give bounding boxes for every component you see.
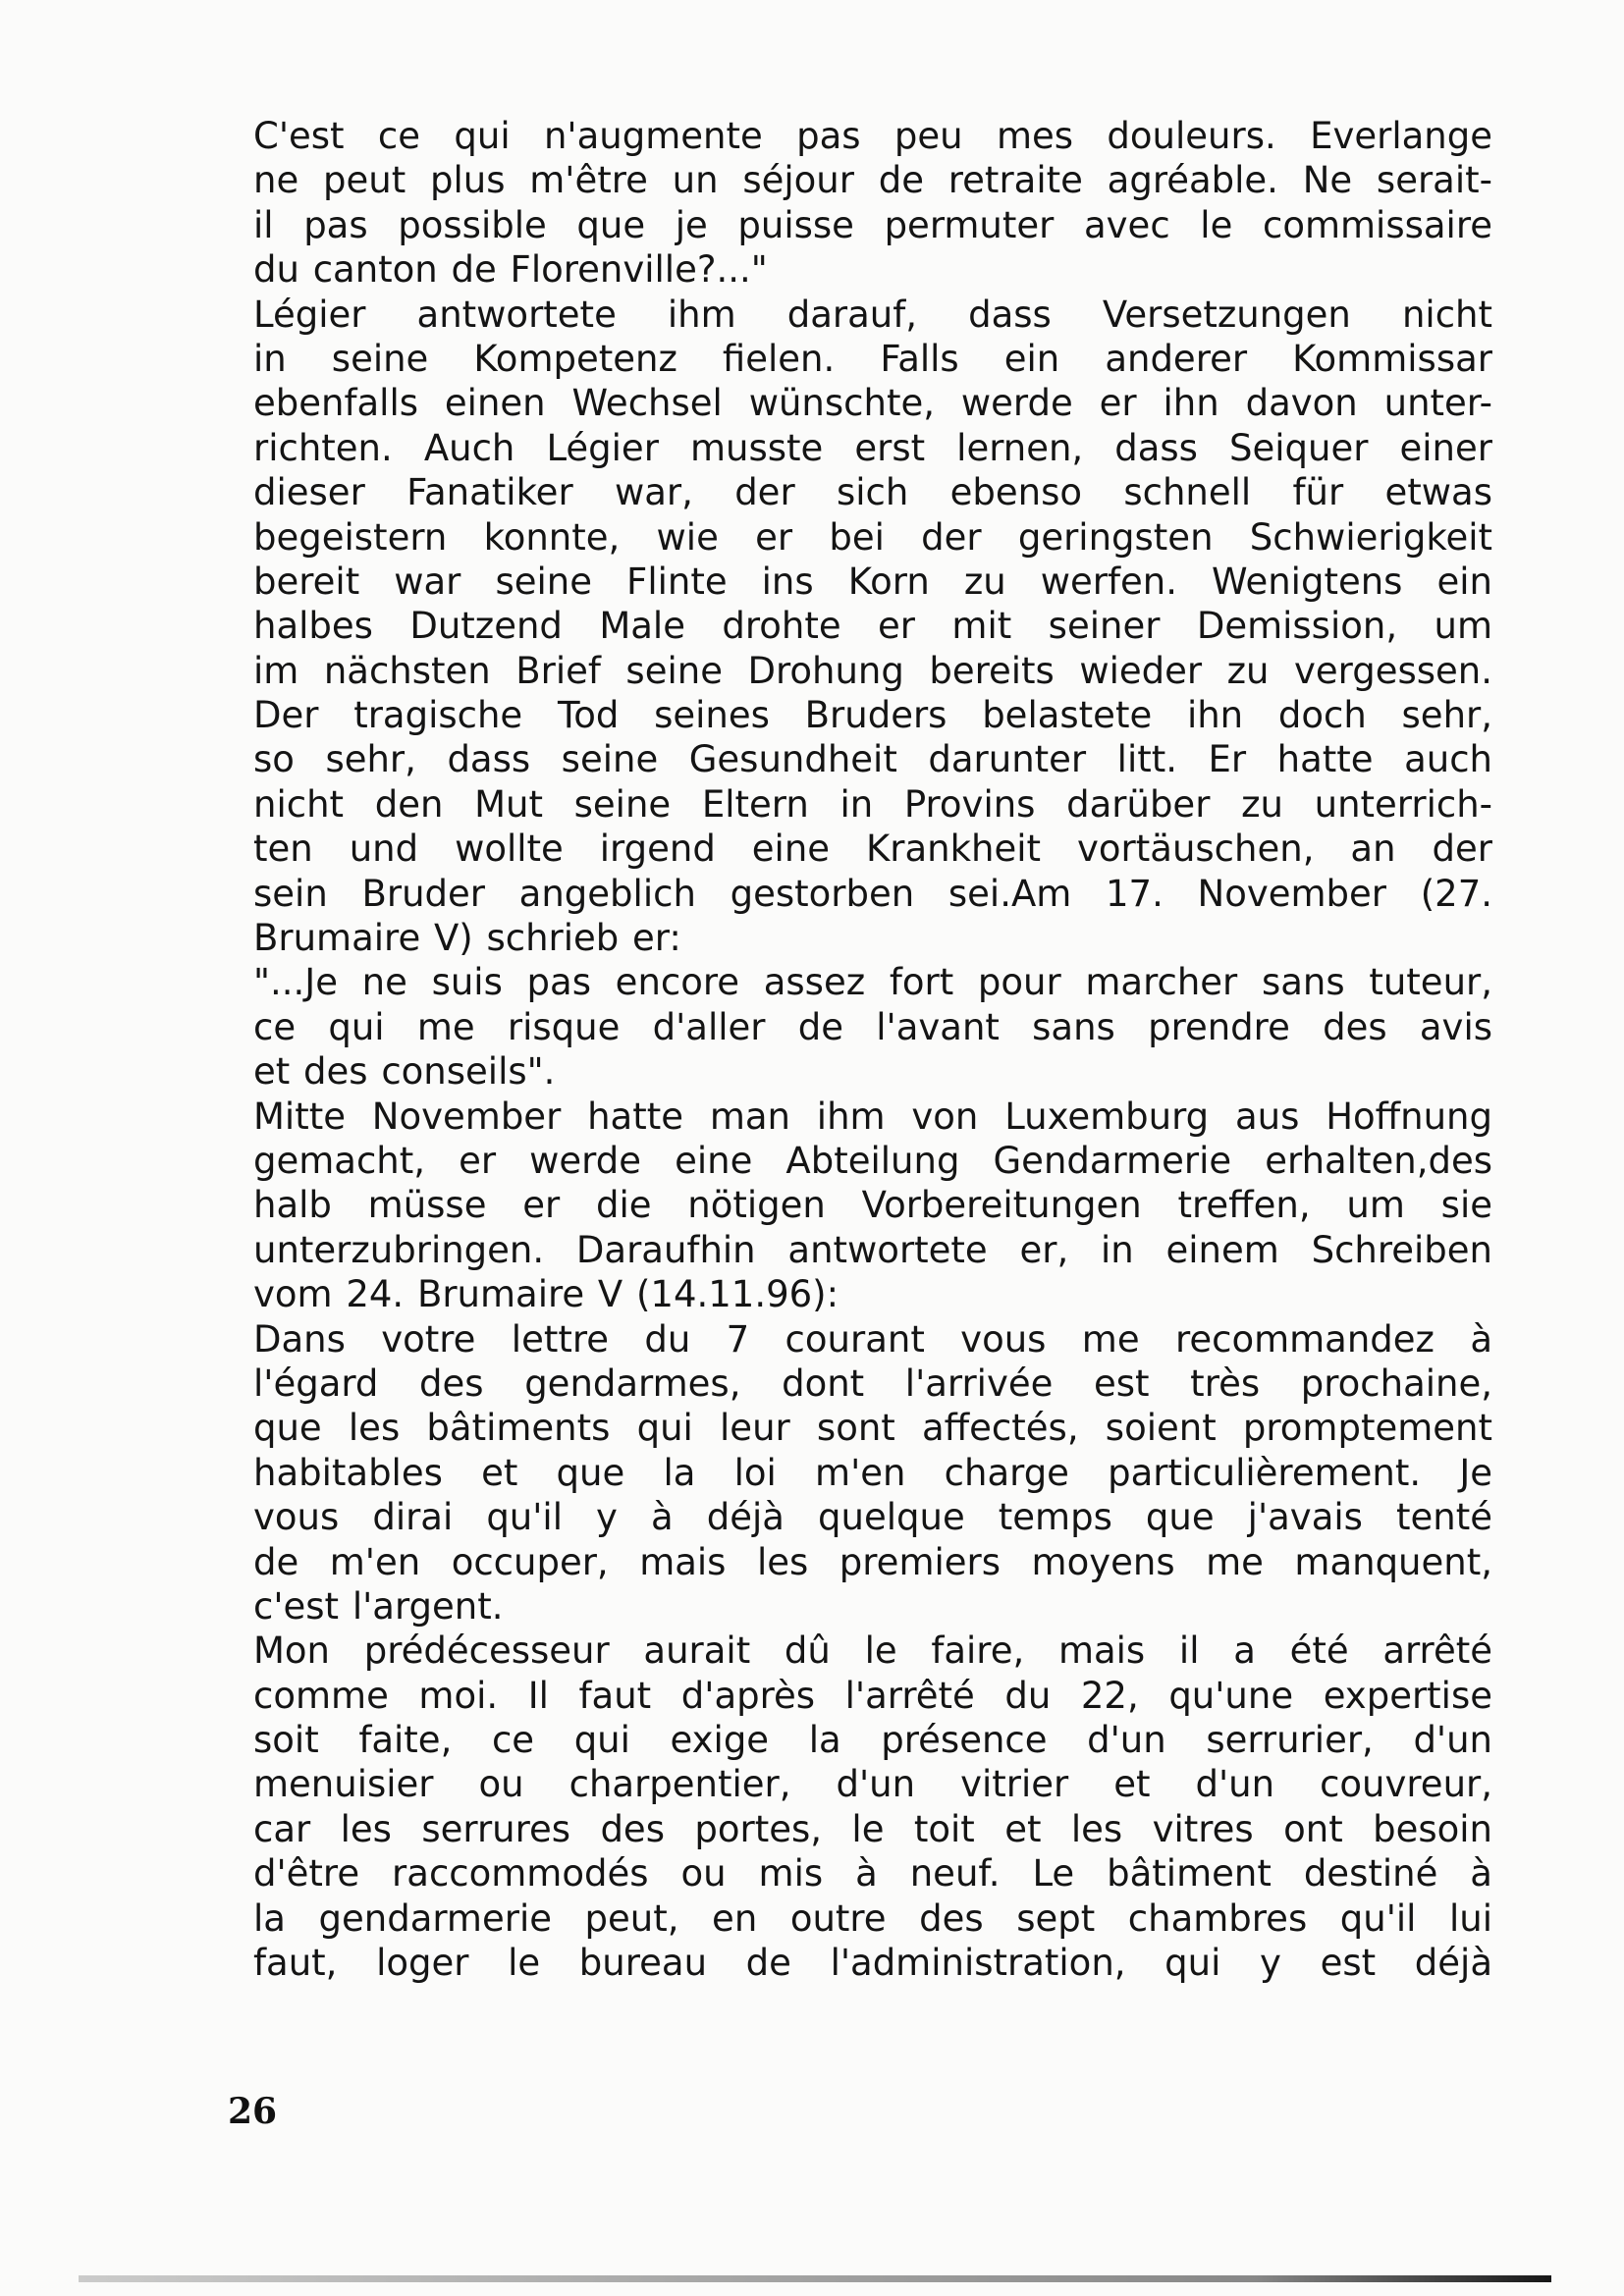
- text-line: faut, loger le bureau de l'administration, qui y est déjà: [253, 1942, 1492, 1985]
- page-number: 26: [228, 2091, 278, 2132]
- text-line: sein Bruder angeblich gestorben sei.Am 17. November (27.: [253, 872, 1492, 915]
- text-line: menuisier ou charpentier, d'un vitrier et d'un couvreur,: [253, 1763, 1492, 1806]
- scan-edge-shadow: [79, 2275, 1551, 2282]
- text-line: car les serrures des portes, le toit et les vitres ont besoin: [253, 1807, 1492, 1850]
- text-line: halb müsse er die nötigen Vorbereitungen treffen, um sie: [253, 1184, 1492, 1227]
- text-line: c'est l'argent.: [253, 1584, 504, 1628]
- text-line: il pas possible que je puisse permuter avec le commissaire: [253, 203, 1492, 246]
- text-line: d'être raccommodés ou mis à neuf. Le bâtiment destiné à: [253, 1852, 1492, 1896]
- text-line: dieser Fanatiker war, der sich ebenso schnell für etwas: [253, 471, 1492, 514]
- text-line: Mon prédécesseur aurait dû le faire, mais il a été arrêté: [253, 1629, 1492, 1673]
- text-line: l'égard des gendarmes, dont l'arrivée est très prochaine,: [253, 1362, 1492, 1405]
- text-line: Légier antwortete ihm darauf, dass Versetzungen nicht: [253, 293, 1492, 336]
- text-line: ten und wollte irgend eine Krankheit vortäuschen, an der: [253, 828, 1492, 871]
- text-line: la gendarmerie peut, en outre des sept chambres qu'il lui: [253, 1896, 1492, 1940]
- text-line: habitables et que la loi m'en charge particulièrement. Je: [253, 1451, 1492, 1494]
- text-line: unterzubringen. Daraufhin antwortete er, in einem Schreiben: [253, 1228, 1492, 1271]
- text-line: Mitte November hatte man ihm von Luxemburg aus Hoffnung: [253, 1095, 1492, 1138]
- text-line: nicht den Mut seine Eltern in Provins darüber zu unterrich-: [253, 782, 1492, 826]
- text-line: du canton de Florenville?...": [253, 248, 768, 292]
- text-line: richten. Auch Légier musste erst lernen, dass Seiquer einer: [253, 426, 1492, 469]
- text-line: ne peut plus m'être un séjour de retraite agréable. Ne serait-: [253, 159, 1492, 202]
- text-line: bereit war seine Flinte ins Korn zu werfen. Wenigtens ein: [253, 560, 1492, 603]
- text-line: de m'en occuper, mais les premiers moyens me manquent,: [253, 1540, 1492, 1583]
- text-line: et des conseils".: [253, 1050, 556, 1094]
- text-line: Der tragische Tod seines Bruders belastete ihn doch sehr,: [253, 694, 1492, 737]
- text-line: gemacht, er werde eine Abteilung Gendarmerie erhalten,des: [253, 1139, 1492, 1182]
- text-line: que les bâtiments qui leur sont affectés, soient promptement: [253, 1407, 1492, 1450]
- text-line: Brumaire V) schrieb er:: [253, 917, 681, 960]
- text-line: halbes Dutzend Male drohte er mit seiner Demission, um: [253, 605, 1492, 648]
- text-line: im nächsten Brief seine Drohung bereits wieder zu vergessen.: [253, 649, 1492, 692]
- text-line: comme moi. Il faut d'après l'arrêté du 22, qu'une expertise: [253, 1674, 1492, 1717]
- text-line: Dans votre lettre du 7 courant vous me recommandez à: [253, 1317, 1492, 1361]
- text-line: vom 24. Brumaire V (14.11.96):: [253, 1273, 839, 1316]
- text-line: vous dirai qu'il y à déjà quelque temps que j'avais tenté: [253, 1496, 1492, 1539]
- text-line: begeistern konnte, wie er bei der geringsten Schwierigkeit: [253, 515, 1492, 559]
- text-line: so sehr, dass seine Gesundheit darunter litt. Er hatte auch: [253, 738, 1492, 781]
- text-line: in seine Kompetenz fielen. Falls ein anderer Kommissar: [253, 337, 1492, 380]
- text-line: ce qui me risque d'aller de l'avant sans prendre des avis: [253, 1005, 1492, 1048]
- body-text: [253, 114, 1492, 1985]
- text-line: soit faite, ce qui exige la présence d'un serrurier, d'un: [253, 1719, 1492, 1762]
- text-line: ebenfalls einen Wechsel wünschte, werde er ihn davon unter-: [253, 382, 1492, 425]
- text-line: "...Je ne suis pas encore assez fort pour marcher sans tuteur,: [253, 961, 1492, 1004]
- text-line: C'est ce qui n'augmente pas peu mes douleurs. Everlange: [253, 115, 1492, 157]
